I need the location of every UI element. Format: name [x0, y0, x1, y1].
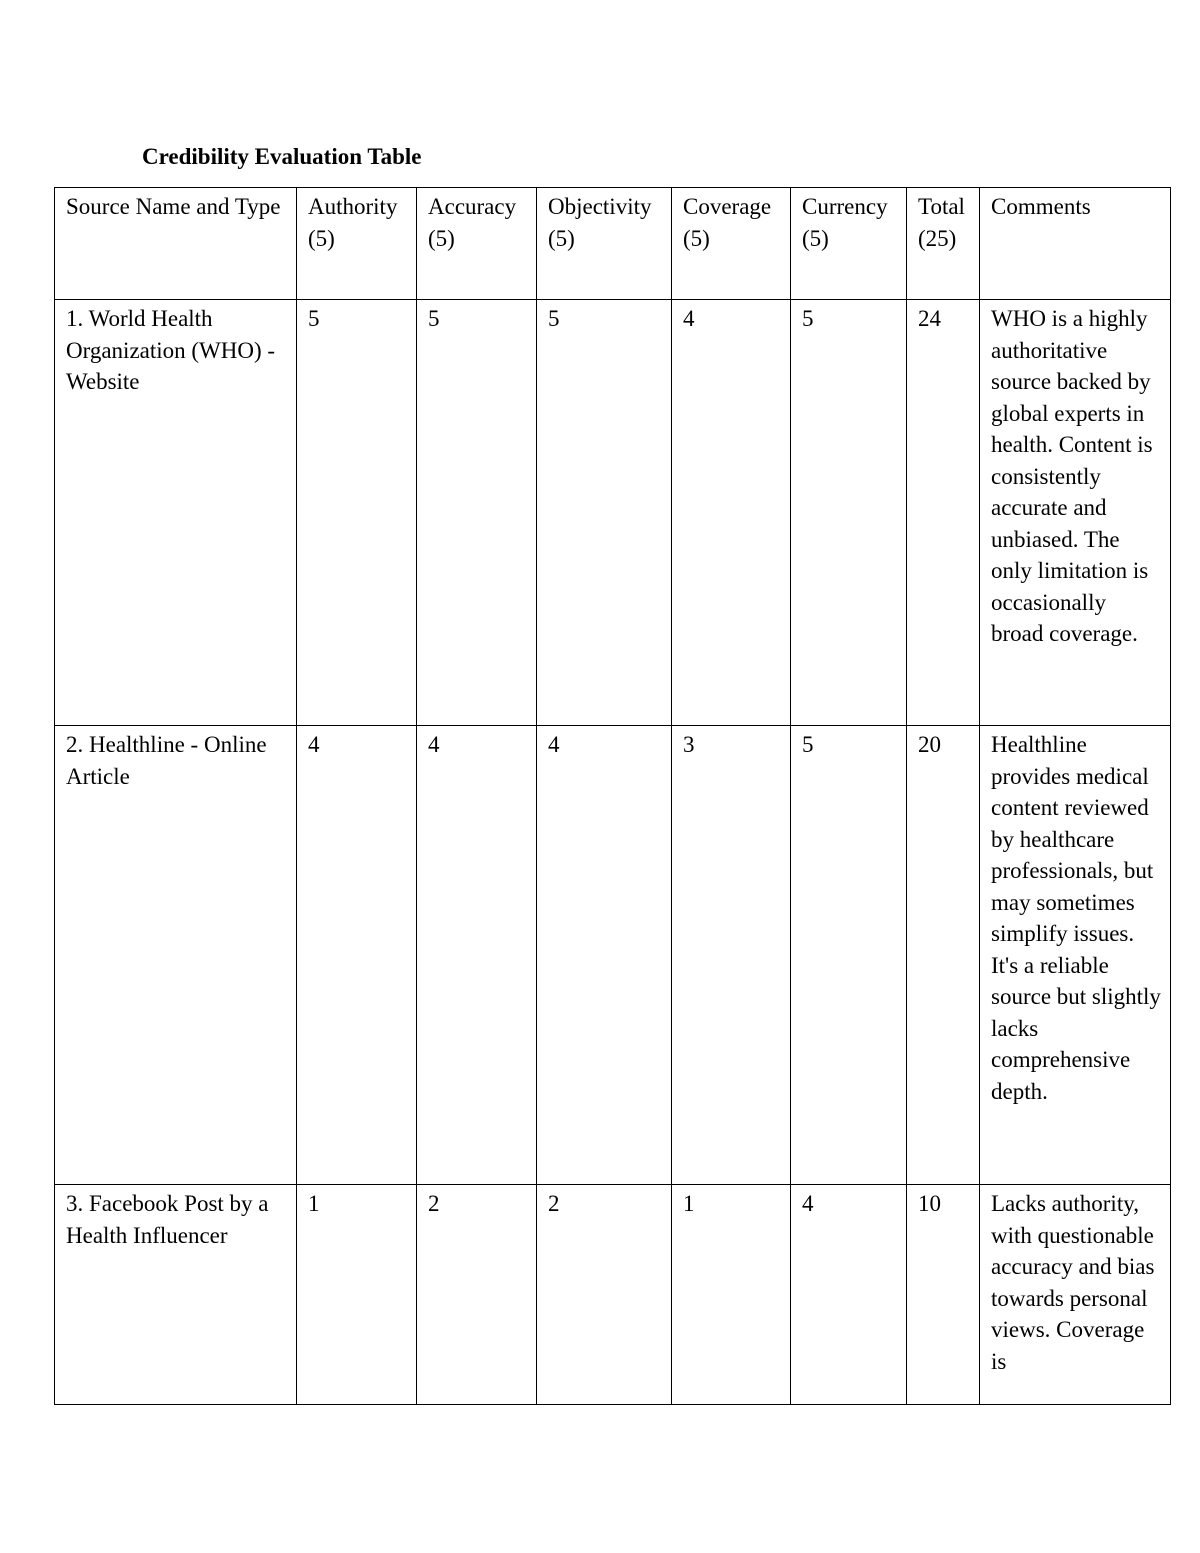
cell-source: 1. World Health Organization (WHO) - Website	[55, 300, 297, 726]
cell-coverage: 1	[672, 1185, 791, 1405]
cell-source: 3. Facebook Post by a Health Influencer	[55, 1185, 297, 1405]
header-objectivity: Objectivity (5)	[537, 188, 672, 300]
cell-source: 2. Healthline - Online Article	[55, 726, 297, 1185]
cell-currency: 4	[791, 1185, 907, 1405]
cell-coverage: 3	[672, 726, 791, 1185]
cell-objectivity: 5	[537, 300, 672, 726]
cell-authority: 1	[297, 1185, 417, 1405]
table-row	[55, 300, 1171, 726]
page-title: Credibility Evaluation Table	[142, 144, 422, 169]
table-row	[55, 726, 1171, 1185]
header-authority: Authority (5)	[297, 188, 417, 300]
cell-accuracy: 2	[417, 1185, 537, 1405]
cell-total: 20	[907, 726, 980, 1185]
cell-objectivity: 2	[537, 1185, 672, 1405]
cell-coverage: 4	[672, 300, 791, 726]
header-currency: Currency (5)	[791, 188, 907, 300]
cell-authority: 4	[297, 726, 417, 1185]
cell-currency: 5	[791, 726, 907, 1185]
table-row	[55, 1185, 1171, 1405]
cell-comments: Lacks authority, with questionable accuracy and bias towards personal views. Coverage is	[980, 1185, 1171, 1405]
cell-currency: 5	[791, 300, 907, 726]
header-total: Total (25)	[907, 188, 980, 300]
header-source: Source Name and Type	[55, 188, 297, 300]
cell-comments: Healthline provides medical content reviewed by healthcare professionals, but may sometimes simplify issues. It's a reliable source but slightly lacks comprehensive depth.	[980, 726, 1171, 1185]
credibility-evaluation-table	[54, 187, 1171, 1405]
cell-total: 10	[907, 1185, 980, 1405]
cell-accuracy: 4	[417, 726, 537, 1185]
cell-authority: 5	[297, 300, 417, 726]
header-accuracy: Accuracy (5)	[417, 188, 537, 300]
header-coverage: Coverage (5)	[672, 188, 791, 300]
cell-accuracy: 5	[417, 300, 537, 726]
header-comments: Comments	[980, 188, 1171, 300]
table-header-row	[55, 188, 1171, 300]
cell-total: 24	[907, 300, 980, 726]
cell-objectivity: 4	[537, 726, 672, 1185]
cell-comments: WHO is a highly authoritative source backed by global experts in health. Content is consistently accurate and unbiased. The only limitation is occasionally broad coverage.	[980, 300, 1171, 726]
